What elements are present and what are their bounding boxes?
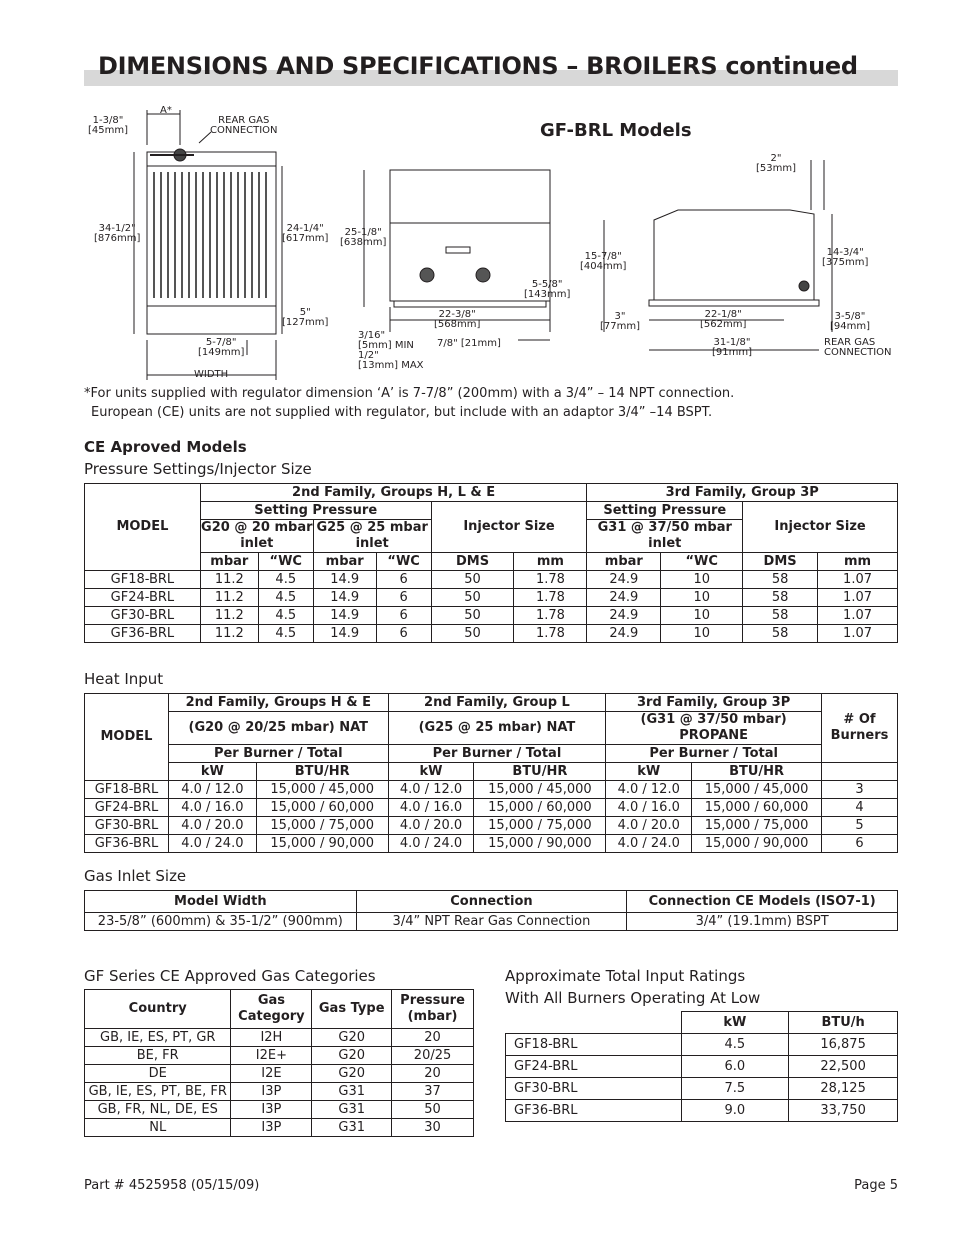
cell: 33,750 (789, 1100, 898, 1122)
col-group-he: 2nd Family, Groups H & E (168, 694, 388, 712)
front-view-feet (394, 301, 546, 307)
col-model-width: Model Width (85, 891, 357, 913)
cell: 7.5 (681, 1078, 789, 1100)
cell: 15,000 / 60,000 (692, 799, 822, 817)
cell: 50 (431, 589, 514, 607)
cell: 1.78 (514, 625, 587, 643)
part-number: Part # 4525958 (05/15/09) (84, 1178, 260, 1193)
dim-label: 7/8" [21mm] (437, 338, 501, 349)
cell: 14.9 (313, 589, 376, 607)
cell: G31 (312, 1083, 392, 1101)
cell: 30 (392, 1119, 474, 1137)
cell: 3/4” NPT Rear Gas Connection (356, 913, 627, 931)
col-connection: Connection (356, 891, 627, 913)
dim-label: 24-1/4" [617mm] (282, 223, 329, 244)
cell: 58 (743, 625, 818, 643)
table-row (85, 589, 898, 607)
gas-categories-heading: GF Series CE Approved Gas Categories (84, 967, 376, 985)
heat-input-heading: Heat Input (84, 670, 164, 688)
unit-header: BTU/HR (256, 763, 388, 781)
col-pressure: Pressure (mbar) (392, 990, 474, 1029)
dim-label: 31-1/8" [91mm] (712, 337, 753, 358)
ratings-table (505, 1011, 898, 1122)
col-per-burner: Per Burner / Total (388, 745, 606, 763)
dim-label: 5-5/8" [143mm] (524, 279, 571, 300)
cell: 15,000 / 75,000 (474, 817, 606, 835)
unit-header: “WC (661, 553, 743, 571)
cell: I2E (231, 1065, 312, 1083)
col-nat-g20: (G20 @ 20/25 mbar) NAT (168, 712, 388, 745)
cell: 6 (376, 625, 431, 643)
col-model: MODEL (85, 694, 169, 781)
rear-gas-label: REAR GAS CONNECTION (824, 337, 892, 358)
cell: 50 (392, 1101, 474, 1119)
table-row (85, 1065, 474, 1083)
cell: 9.0 (681, 1100, 789, 1122)
row-label: GF30-BRL (506, 1078, 682, 1100)
dim-label: 5-7/8" [149mm] (198, 337, 245, 358)
col-gas-category: Gas Category (231, 990, 312, 1029)
cell: 1.78 (514, 589, 587, 607)
col-3rd-family: 3rd Family, Group 3P (587, 484, 898, 502)
unit-header: DMS (431, 553, 514, 571)
col-g25: G25 @ 25 mbar inlet (313, 520, 431, 553)
front-view-upper (390, 170, 550, 223)
dim-label: 25-1/8" [638mm] (340, 227, 387, 248)
gas-inlet-table (84, 890, 898, 931)
cell: 14.9 (313, 607, 376, 625)
table-row (85, 817, 898, 835)
col-gas-type: Gas Type (312, 990, 392, 1029)
cell: 10 (661, 607, 743, 625)
cell: I3P (231, 1119, 312, 1137)
cell: 3 (821, 781, 897, 799)
width-label: WIDTH (194, 369, 229, 380)
table-row (85, 1047, 474, 1065)
gas-categories-table (84, 989, 474, 1137)
heat-rows (85, 781, 898, 853)
row-label: GF30-BRL (85, 817, 169, 835)
ce-approved-heading: CE Aproved Models (84, 438, 247, 456)
cell: 4.0 / 24.0 (168, 835, 256, 853)
top-view-front (147, 306, 276, 334)
cell: 1.07 (818, 571, 898, 589)
row-label: GF24-BRL (85, 589, 201, 607)
cell: 22,500 (789, 1056, 898, 1078)
cell: 1.78 (514, 607, 587, 625)
unit-header: “WC (376, 553, 431, 571)
cell: 24.9 (587, 607, 661, 625)
col-model: MODEL (85, 484, 201, 571)
col-country: Country (85, 990, 231, 1029)
cell: 6.0 (681, 1056, 789, 1078)
figure-title: GF-BRL Models (540, 120, 692, 141)
unit-header: mm (514, 553, 587, 571)
cell: 4.0 / 24.0 (606, 835, 692, 853)
pressure-rows (85, 571, 898, 643)
cell: 4.0 / 20.0 (388, 817, 474, 835)
row-label: NL (85, 1119, 231, 1137)
col-setting-pressure: Setting Pressure (587, 502, 743, 520)
cell: 4.0 / 20.0 (168, 817, 256, 835)
note-regulator: *For units supplied with regulator dimension ‘A’ is 7-7/8” (200mm) with a 3/4” – 14 NPT connection. (84, 386, 735, 401)
page-title: DIMENSIONS AND SPECIFICATIONS – BROILERS continued (98, 52, 858, 80)
unit-header-blank (821, 763, 897, 781)
cell: 5 (821, 817, 897, 835)
row-label: GB, FR, NL, DE, ES (85, 1101, 231, 1119)
cell: 6 (376, 571, 431, 589)
cell: G20 (312, 1029, 392, 1047)
table-row (85, 1119, 474, 1137)
dim-label: 5" [127mm] (282, 307, 329, 328)
cell: 58 (743, 571, 818, 589)
cell: 15,000 / 60,000 (474, 799, 606, 817)
row-label: GF30-BRL (85, 607, 201, 625)
cell: 50 (431, 571, 514, 589)
table-row (85, 1101, 474, 1119)
cell: 16,875 (789, 1034, 898, 1056)
cell: 15,000 / 90,000 (692, 835, 822, 853)
unit-header: mm (818, 553, 898, 571)
cell: 11.2 (200, 625, 258, 643)
table-row (506, 1100, 898, 1122)
cell: 4.5 (258, 571, 313, 589)
col-kw: kW (681, 1012, 789, 1034)
cell: 4.5 (258, 625, 313, 643)
table-row (506, 1034, 898, 1056)
row-label: GB, IE, ES, PT, GR (85, 1029, 231, 1047)
cell: G31 (312, 1119, 392, 1137)
table-row (85, 571, 898, 589)
col-g31: G31 @ 37/50 mbar inlet (587, 520, 743, 553)
ratings-heading: With All Burners Operating At Low (505, 989, 761, 1007)
unit-header: “WC (258, 553, 313, 571)
cell: 10 (661, 589, 743, 607)
cell: 4.0 / 24.0 (388, 835, 474, 853)
unit-header: kW (388, 763, 474, 781)
table-row (85, 835, 898, 853)
side-view-body (654, 210, 814, 300)
cell: 11.2 (200, 589, 258, 607)
unit-header: mbar (200, 553, 258, 571)
table-row (85, 625, 898, 643)
dim-label: 3" [77mm] (600, 311, 641, 332)
cell: G31 (312, 1101, 392, 1119)
row-label: GF18-BRL (85, 781, 169, 799)
page-number: Page 5 (854, 1178, 898, 1193)
row-label: DE (85, 1065, 231, 1083)
cell: 6 (821, 835, 897, 853)
front-view-badge (446, 247, 470, 253)
cell: 4.5 (681, 1034, 789, 1056)
cell: 3/4” (19.1mm) BSPT (627, 913, 898, 931)
row-label: GF36-BRL (85, 835, 169, 853)
gas-inlet-heading: Gas Inlet Size (84, 867, 187, 885)
cell: 6 (376, 607, 431, 625)
cell: 20 (392, 1029, 474, 1047)
cell: 4.0 / 16.0 (606, 799, 692, 817)
dimension-drawing (84, 100, 898, 382)
dim-label: 3/16" [5mm] MIN 1/2" [13mm] MAX (358, 330, 424, 371)
heat-input-table (84, 693, 898, 853)
dim-label: 2" [53mm] (756, 153, 797, 174)
col-injector-size: Injector Size (743, 502, 898, 553)
dim-label: 15-7/8" [404mm] (580, 251, 627, 272)
cell: 4.0 / 16.0 (168, 799, 256, 817)
cell: 58 (743, 607, 818, 625)
cell: 15,000 / 45,000 (692, 781, 822, 799)
cell: 50 (431, 625, 514, 643)
cell: 15,000 / 90,000 (256, 835, 388, 853)
cell: 11.2 (200, 571, 258, 589)
cell: 50 (431, 607, 514, 625)
unit-header: mbar (587, 553, 661, 571)
cell: 58 (743, 589, 818, 607)
col-propane: (G31 @ 37/50 mbar) PROPANE (606, 712, 822, 745)
cell: 15,000 / 90,000 (474, 835, 606, 853)
cell: 14.9 (313, 625, 376, 643)
col-setting-pressure: Setting Pressure (200, 502, 431, 520)
cell: 20 (392, 1065, 474, 1083)
cell: 20/25 (392, 1047, 474, 1065)
cell: I3P (231, 1101, 312, 1119)
unit-header: mbar (313, 553, 376, 571)
row-label: GF24-BRL (85, 799, 169, 817)
cell: 4.5 (258, 607, 313, 625)
table-row (85, 607, 898, 625)
table-row (506, 1056, 898, 1078)
cell: 23-5/8” (600mm) & 35-1/2” (900mm) (85, 913, 357, 931)
unit-header: DMS (743, 553, 818, 571)
cell: 15,000 / 75,000 (692, 817, 822, 835)
unit-header: BTU/HR (474, 763, 606, 781)
cell: 28,125 (789, 1078, 898, 1100)
col-group-l: 2nd Family, Group L (388, 694, 606, 712)
table-row (85, 799, 898, 817)
dim-label: 14-3/4" [375mm] (822, 247, 869, 268)
col-btu: BTU/h (789, 1012, 898, 1034)
top-view-body (147, 166, 276, 306)
cell: 11.2 (200, 607, 258, 625)
unit-header: kW (606, 763, 692, 781)
ratings-rows (506, 1034, 898, 1122)
col-g20: G20 @ 20 mbar inlet (201, 520, 313, 551)
cell: 1.07 (818, 607, 898, 625)
row-label: GB, IE, ES, PT, BE, FR (85, 1083, 231, 1101)
col-burners: # Of Burners (821, 694, 897, 763)
cell: 37 (392, 1083, 474, 1101)
blank-cell (506, 1012, 682, 1034)
cell: 24.9 (587, 625, 661, 643)
cell: 1.07 (818, 625, 898, 643)
cell: 14.9 (313, 571, 376, 589)
cell: 4.5 (258, 589, 313, 607)
cell: I3P (231, 1083, 312, 1101)
row-label: GF24-BRL (506, 1056, 682, 1078)
table-row (85, 1029, 474, 1047)
cell: 1.07 (818, 589, 898, 607)
categories-rows (85, 1029, 474, 1137)
col-per-burner: Per Burner / Total (168, 745, 388, 763)
row-label: BE, FR (85, 1047, 231, 1065)
cell: 1.78 (514, 571, 587, 589)
col-group-3p: 3rd Family, Group 3P (606, 694, 822, 712)
col-connection-ce: Connection CE Models (ISO7-1) (627, 891, 898, 913)
unit-header: BTU/HR (692, 763, 822, 781)
col-per-burner: Per Burner / Total (606, 745, 822, 763)
pressure-subheading: Pressure Settings/Injector Size (84, 460, 312, 478)
col-injector-size: Injector Size (431, 502, 587, 553)
table-row (506, 1078, 898, 1100)
cell: 4.0 / 20.0 (606, 817, 692, 835)
cell: I2H (231, 1029, 312, 1047)
ratings-heading: Approximate Total Input Ratings (505, 967, 746, 985)
note-european: European (CE) units are not supplied with regulator, but include with an adaptor 3/4” –14 BSPT. (91, 405, 713, 420)
cell: 24.9 (587, 571, 661, 589)
cell: 15,000 / 45,000 (256, 781, 388, 799)
dim-label: 1-3/8" [45mm] (88, 115, 129, 136)
dim-label: 34-1/2" [876mm] (94, 223, 141, 244)
cell: G20 (312, 1065, 392, 1083)
pressure-table (84, 483, 898, 643)
cell: I2E+ (231, 1047, 312, 1065)
rear-gas-label: REAR GAS CONNECTION (210, 115, 278, 136)
dim-label: 22-1/8" [562mm] (700, 309, 747, 330)
col-2nd-family: 2nd Family, Groups H, L & E (200, 484, 587, 502)
cell: 15,000 / 45,000 (474, 781, 606, 799)
cell: 15,000 / 75,000 (256, 817, 388, 835)
cell: 4.0 / 16.0 (388, 799, 474, 817)
cell: 24.9 (587, 589, 661, 607)
cell: 4.0 / 12.0 (606, 781, 692, 799)
row-label: GF36-BRL (85, 625, 201, 643)
cell: 15,000 / 60,000 (256, 799, 388, 817)
table-row (85, 1083, 474, 1101)
row-label: GF36-BRL (506, 1100, 682, 1122)
row-label: GF18-BRL (506, 1034, 682, 1056)
col-nat-g25: (G25 @ 25 mbar) NAT (388, 712, 606, 745)
dim-label: 3-5/8" [94mm] (830, 311, 871, 332)
dim-label: 22-3/8" [568mm] (434, 309, 481, 330)
cell: 6 (376, 589, 431, 607)
cell: G20 (312, 1047, 392, 1065)
cell: 10 (661, 625, 743, 643)
cell: 10 (661, 571, 743, 589)
side-view-legs (649, 300, 819, 306)
cell: 4.0 / 12.0 (388, 781, 474, 799)
cell: 4.0 / 12.0 (168, 781, 256, 799)
cell: 4 (821, 799, 897, 817)
dim-label: A* (160, 105, 172, 116)
table-row (85, 781, 898, 799)
row-label: GF18-BRL (85, 571, 201, 589)
unit-header: kW (168, 763, 256, 781)
